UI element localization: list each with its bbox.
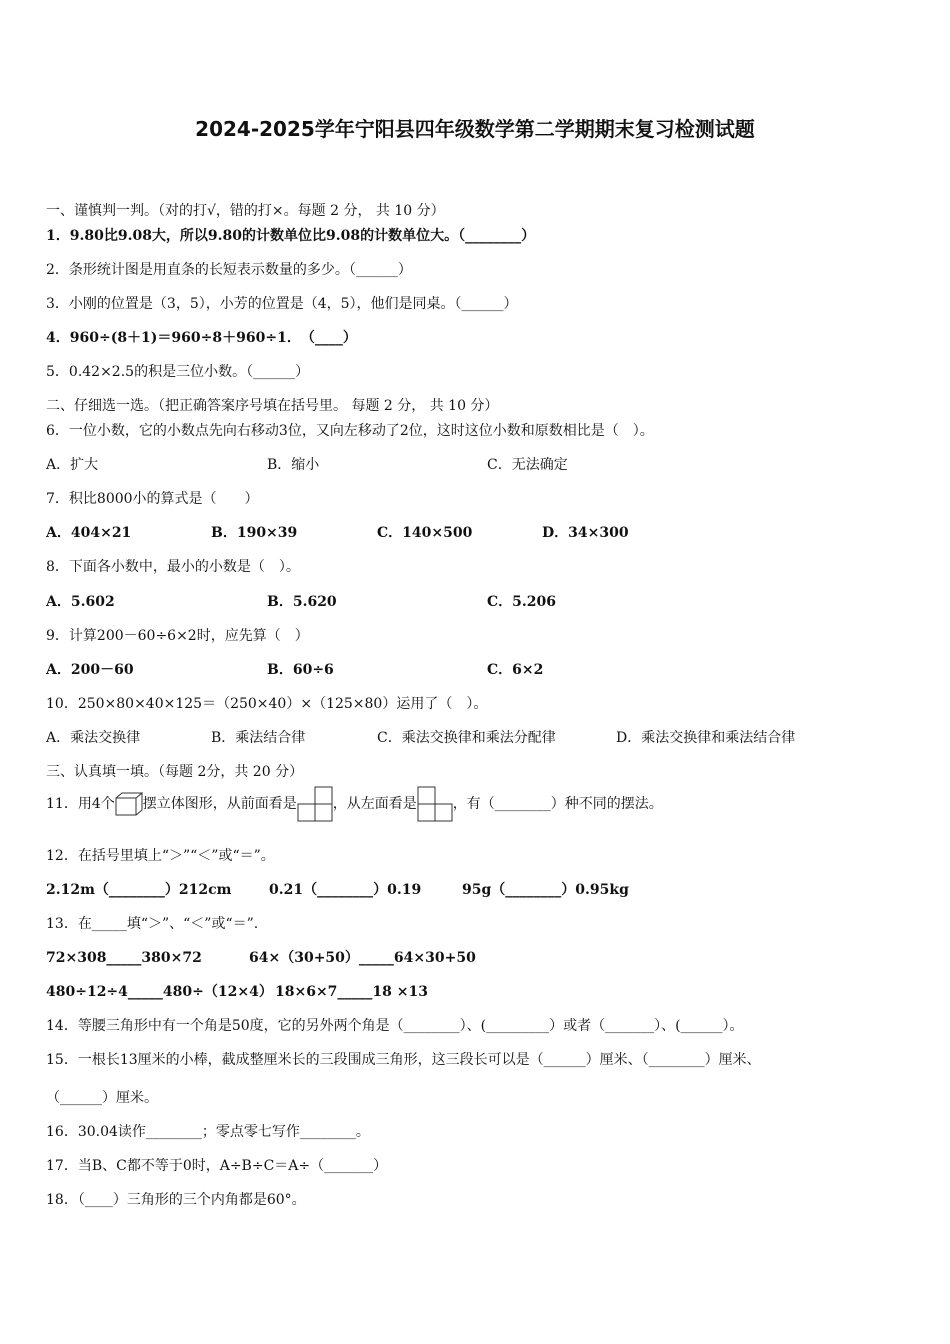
question-12: 12．在括号里填上“＞”“＜”或“＝”。 bbox=[46, 848, 275, 864]
q9-option-a: A．200－60 bbox=[46, 662, 134, 678]
q8-option-c: C．5.206 bbox=[487, 594, 556, 610]
question-17: 17．当B、C都不等于0时，A÷B÷C＝A÷（_______） bbox=[46, 1158, 388, 1174]
q13-item-4: 18×6×7_____18 ×13 bbox=[275, 984, 428, 1000]
section-header-judge: 一、谨慎判一判。（对的打√，错的打×。每题 2 分， 共 10 分） bbox=[46, 203, 445, 219]
q12-item-1: 2.12m（________）212cm bbox=[46, 882, 232, 898]
question-9: 9．计算200－60÷6×2时，应先算（ ） bbox=[46, 628, 309, 644]
question-5: 5．0.42×2.5的积是三位小数。（______） bbox=[46, 364, 310, 380]
q6-option-b: B．缩小 bbox=[267, 457, 320, 473]
q7-option-a: A．404×21 bbox=[46, 525, 132, 541]
q6-option-c: C．无法确定 bbox=[487, 457, 568, 473]
question-16: 16．30.04读作________；零点零七写作________。 bbox=[46, 1124, 370, 1140]
q9-option-b: B．60÷6 bbox=[267, 662, 334, 678]
q13-item-3: 480÷12÷4_____480÷（12×4） bbox=[46, 984, 273, 1000]
q9-option-c: C．6×2 bbox=[487, 662, 544, 678]
q10-option-a: A．乘法交换律 bbox=[46, 730, 141, 746]
question-18: 18．（____）三角形的三个内角都是60°。 bbox=[46, 1192, 306, 1208]
q13-item-2: 64×（30+50）_____64×30+50 bbox=[249, 950, 476, 966]
question-3: 3．小刚的位置是（3，5），小芳的位置是（4，5），他们是同桌。（______） bbox=[46, 296, 518, 312]
q11-text-b: 摆立体图形，从前面看是 bbox=[142, 796, 297, 812]
question-15: 15．一根长13厘米的小棒，截成整厘米长的三段围成三角形，这三段长可以是（______）厘米、（________）厘米、 bbox=[46, 1052, 761, 1068]
q11-text-c: ，从左面看是 bbox=[332, 796, 417, 812]
q7-option-b: B．190×39 bbox=[211, 525, 298, 541]
section-header-choice: 二、仔细选一选。（把正确答案序号填在括号里。 每题 2 分， 共 10 分） bbox=[46, 398, 499, 414]
q10-option-d: D．乘法交换律和乘法结合律 bbox=[616, 730, 796, 746]
q8-option-b: B．5.620 bbox=[267, 594, 337, 610]
cube-icon bbox=[115, 792, 143, 816]
question-1: 1．9.80比9.08大，所以9.80的计数单位比9.08的计数单位大。（________） bbox=[46, 228, 536, 244]
question-7: 7．积比8000小的算式是（ ） bbox=[46, 491, 259, 507]
q10-option-b: B．乘法结合律 bbox=[211, 730, 306, 746]
question-4: 4．960÷(8＋1)＝960÷8＋960÷1． （____） bbox=[46, 330, 357, 346]
q8-option-a: A．5.602 bbox=[46, 594, 115, 610]
question-10: 10．250×80×40×125＝（250×40）×（125×80）运用了（ ）。 bbox=[46, 696, 488, 712]
page-title: 2024-2025学年宁阳县四年级数学第二学期期末复习检测试题 bbox=[195, 117, 755, 141]
q12-item-3: 95g（________）0.95kg bbox=[462, 882, 629, 898]
question-15-continued: （______）厘米。 bbox=[46, 1090, 158, 1106]
front-view-figure bbox=[297, 786, 333, 822]
q10-option-c: C．乘法交换律和乘法分配律 bbox=[377, 730, 556, 746]
q7-option-d: D．34×300 bbox=[542, 525, 629, 541]
question-11 bbox=[46, 786, 663, 822]
section-header-fill: 三、认真填一填。（每题 2分，共 20 分） bbox=[46, 764, 304, 780]
q7-option-c: C．140×500 bbox=[377, 525, 473, 541]
question-2: 2．条形统计图是用直条的长短表示数量的多少。（______） bbox=[46, 262, 412, 278]
question-14: 14．等腰三角形中有一个角是50度，它的另外两个角是（________）、(_________）或者（_______）、(______）。 bbox=[46, 1018, 744, 1034]
q11-text-a: 11．用4个 bbox=[46, 796, 115, 812]
q12-item-2: 0.21（________）0.19 bbox=[269, 882, 422, 898]
question-6: 6．一位小数，它的小数点先向右移动3位，又向左移动了2位，这时这位小数和原数相比是（ ）。 bbox=[46, 423, 654, 439]
question-8: 8．下面各小数中，最小的小数是（ ）。 bbox=[46, 559, 300, 575]
q11-text-d: ，有（________）种不同的摆法。 bbox=[452, 796, 663, 812]
q13-item-1: 72×308_____380×72 bbox=[46, 950, 202, 966]
q6-option-a: A．扩大 bbox=[46, 457, 99, 473]
left-view-figure bbox=[417, 786, 453, 822]
question-13: 13．在_____填“＞”、“＜”或“＝”. bbox=[46, 916, 259, 932]
